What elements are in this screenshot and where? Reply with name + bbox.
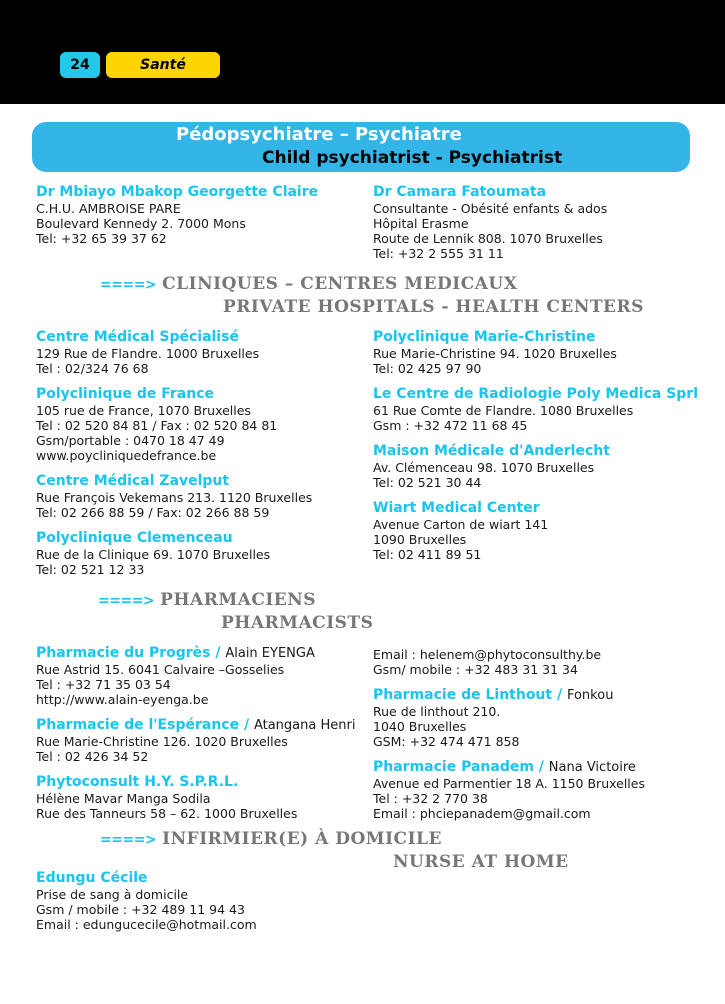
- listing-entry: [373, 329, 703, 376]
- listing-line: Gsm / mobile : +32 489 11 94 43: [36, 902, 245, 917]
- listing-entry: [36, 870, 366, 932]
- clinics-left-column: [36, 329, 356, 587]
- listing-line: Tel : +32 71 35 03 54: [36, 677, 171, 692]
- listing-line: Consultante - Obésité enfants & ados: [373, 201, 608, 216]
- section-tag: Santé: [106, 52, 220, 78]
- listing-entry: [36, 473, 356, 520]
- section-heading-clinics-fr: ====> CLINIQUES – CENTRES MEDICAUX: [100, 274, 518, 294]
- listing-line: Tel : +32 2 770 38: [373, 791, 488, 806]
- listing-name: Polyclinique de France: [36, 386, 214, 402]
- listing-entry: [373, 687, 703, 749]
- listing-line: Email : helenem@phytoconsulthy.be: [373, 647, 602, 662]
- listing-line: Tel: 02 425 97 90: [373, 361, 482, 376]
- listing-line: Tel: 02 521 30 44: [373, 475, 482, 490]
- listing-line: Av. Clémenceau 98. 1070 Bruxelles: [373, 460, 595, 475]
- clinics-right-column: [373, 329, 703, 572]
- pharmacies-left-column: [36, 645, 366, 831]
- banner-title-fr: Pédopsychiatre – Psychiatre: [176, 124, 462, 145]
- psychiatrists-left-column: [36, 184, 356, 256]
- listing-name: Edungu Cécile: [36, 870, 148, 886]
- listing-name: Pharmacie Panadem / Nana Victoire: [373, 759, 636, 775]
- listing-name: Pharmacie de Linthout / Fonkou: [373, 687, 614, 703]
- listing-name: Pharmacie de l'Espérance / Atangana Henri: [36, 717, 356, 733]
- listing-line: Rue Marie-Christine 126. 1020 Bruxelles: [36, 734, 288, 749]
- listing-line: Tel: +32 65 39 37 62: [36, 231, 167, 246]
- listing-line: Tel : 02/324 76 68: [36, 361, 149, 376]
- listing-contact: Nana Victoire: [548, 760, 636, 775]
- section-heading-nurse-fr: ====> INFIRMIER(E) À DOMICILE: [100, 829, 442, 849]
- listing-contact: Fonkou: [566, 688, 614, 703]
- listing-entry: [373, 647, 703, 677]
- listing-line: Tel : 02 426 34 52: [36, 749, 149, 764]
- listing-line: 1090 Bruxelles: [373, 532, 467, 547]
- listing-line: 105 rue de France, 1070 Bruxelles: [36, 403, 251, 418]
- listing-entry: [36, 645, 366, 707]
- listing-line: Tel: +32 2 555 31 11: [373, 246, 504, 261]
- listing-line: Rue de la Clinique 69. 1070 Bruxelles: [36, 547, 271, 562]
- listing-line: GSM: +32 474 471 858: [373, 734, 520, 749]
- listing-contact: Alain EYENGA: [225, 646, 315, 661]
- listing-line: 61 Rue Comte de Flandre. 1080 Bruxelles: [373, 403, 634, 418]
- listing-line: www.poycliniquedefrance.be: [36, 448, 217, 463]
- arrow-icon: ====>: [100, 277, 157, 293]
- listing-name: Maison Médicale d'Anderlecht: [373, 443, 610, 459]
- psychiatrists-right-column: [373, 184, 693, 271]
- arrow-icon: ====>: [100, 832, 157, 848]
- listing-line: Rue François Vekemans 213. 1120 Bruxelles: [36, 490, 313, 505]
- listing-entry: [373, 443, 703, 490]
- listing-line: Hélène Mavar Manga Sodila: [36, 791, 211, 806]
- listing-line: Route de Lennik 808. 1070 Bruxelles: [373, 231, 603, 246]
- listing-line: Hôpital Erasme: [373, 216, 469, 231]
- listing-line: Prise de sang à domicile: [36, 887, 189, 902]
- listing-name: Wiart Medical Center: [373, 500, 540, 516]
- listing-entry: [373, 386, 703, 433]
- listing-name: Centre Médical Spécialisé: [36, 329, 239, 345]
- listing-name: Polyclinique Clemenceau: [36, 530, 233, 546]
- listing-entry: [36, 530, 356, 577]
- page-number-badge: 24: [60, 52, 100, 78]
- banner-title-en: Child psychiatrist - Psychiatrist: [262, 148, 563, 168]
- listing-line: Tel: 02 411 89 51: [373, 547, 482, 562]
- listing-entry: [36, 329, 356, 376]
- arrow-icon: ====>: [98, 593, 155, 609]
- listing-line: Rue Astrid 15. 6041 Calvaire –Gosselies: [36, 662, 285, 677]
- listing-name: Dr Camara Fatoumata: [373, 184, 547, 200]
- pharmacies-right-column: [373, 647, 703, 831]
- listing-line: Rue des Tanneurs 58 – 62. 1000 Bruxelles: [36, 806, 298, 821]
- listing-entry: [373, 759, 703, 821]
- listing-entry: [36, 717, 366, 764]
- listing-line: Boulevard Kennedy 2. 7000 Mons: [36, 216, 246, 231]
- listing-line: Email : phciepanadem@gmail.com: [373, 806, 591, 821]
- section-heading-nurse-en: NURSE AT HOME: [393, 852, 569, 872]
- listing-entry: [36, 774, 366, 821]
- listing-line: Avenue ed Parmentier 18 A. 1150 Bruxelles: [373, 776, 645, 791]
- listing-name: Centre Médical Zavelput: [36, 473, 230, 489]
- listing-line: Avenue Carton de wiart 141: [373, 517, 549, 532]
- listing-line: Email : edungucecile@hotmail.com: [36, 917, 257, 932]
- listing-line: Tel: 02 266 88 59 / Fax: 02 266 88 59: [36, 505, 270, 520]
- listing-line: Gsm/portable : 0470 18 47 49: [36, 433, 225, 448]
- listing-line: 1040 Bruxelles: [373, 719, 467, 734]
- listing-line: Tel: 02 521 12 33: [36, 562, 145, 577]
- listing-line: Tel : 02 520 84 81 / Fax : 02 520 84 81: [36, 418, 278, 433]
- listing-name: Dr Mbiayo Mbakop Georgette Claire: [36, 184, 319, 200]
- section-heading-pharmacies-en: PHARMACISTS: [221, 613, 374, 633]
- listing-line: Gsm : +32 472 11 68 45: [373, 418, 528, 433]
- listing-line: Rue Marie-Christine 94. 1020 Bruxelles: [373, 346, 617, 361]
- section-heading-clinics-en: PRIVATE HOSPITALS - HEALTH CENTERS: [223, 297, 644, 317]
- listing-name: Phytoconsult H.Y. S.P.R.L.: [36, 774, 239, 790]
- listing-line: http://www.alain-eyenga.be: [36, 692, 209, 707]
- listing-name: Pharmacie du Progrès / Alain EYENGA: [36, 645, 315, 661]
- listing-line: Rue de linthout 210.: [373, 704, 501, 719]
- listing-line: C.H.U. AMBROISE PARE: [36, 201, 181, 216]
- listing-entry: [36, 386, 356, 463]
- listing-line: Gsm/ mobile : +32 483 31 31 34: [373, 662, 578, 677]
- listing-entry: [373, 184, 693, 261]
- listing-contact: Atangana Henri: [253, 718, 356, 733]
- listing-name: Polyclinique Marie-Christine: [373, 329, 596, 345]
- nurse-column: [36, 870, 366, 942]
- listing-entry: [36, 184, 356, 246]
- listing-entry: [373, 500, 703, 562]
- section-heading-pharmacies-fr: ====> PHARMACIENS: [98, 590, 317, 610]
- listing-line: 129 Rue de Flandre. 1000 Bruxelles: [36, 346, 260, 361]
- listing-name: Le Centre de Radiologie Poly Medica Sprl: [373, 386, 699, 402]
